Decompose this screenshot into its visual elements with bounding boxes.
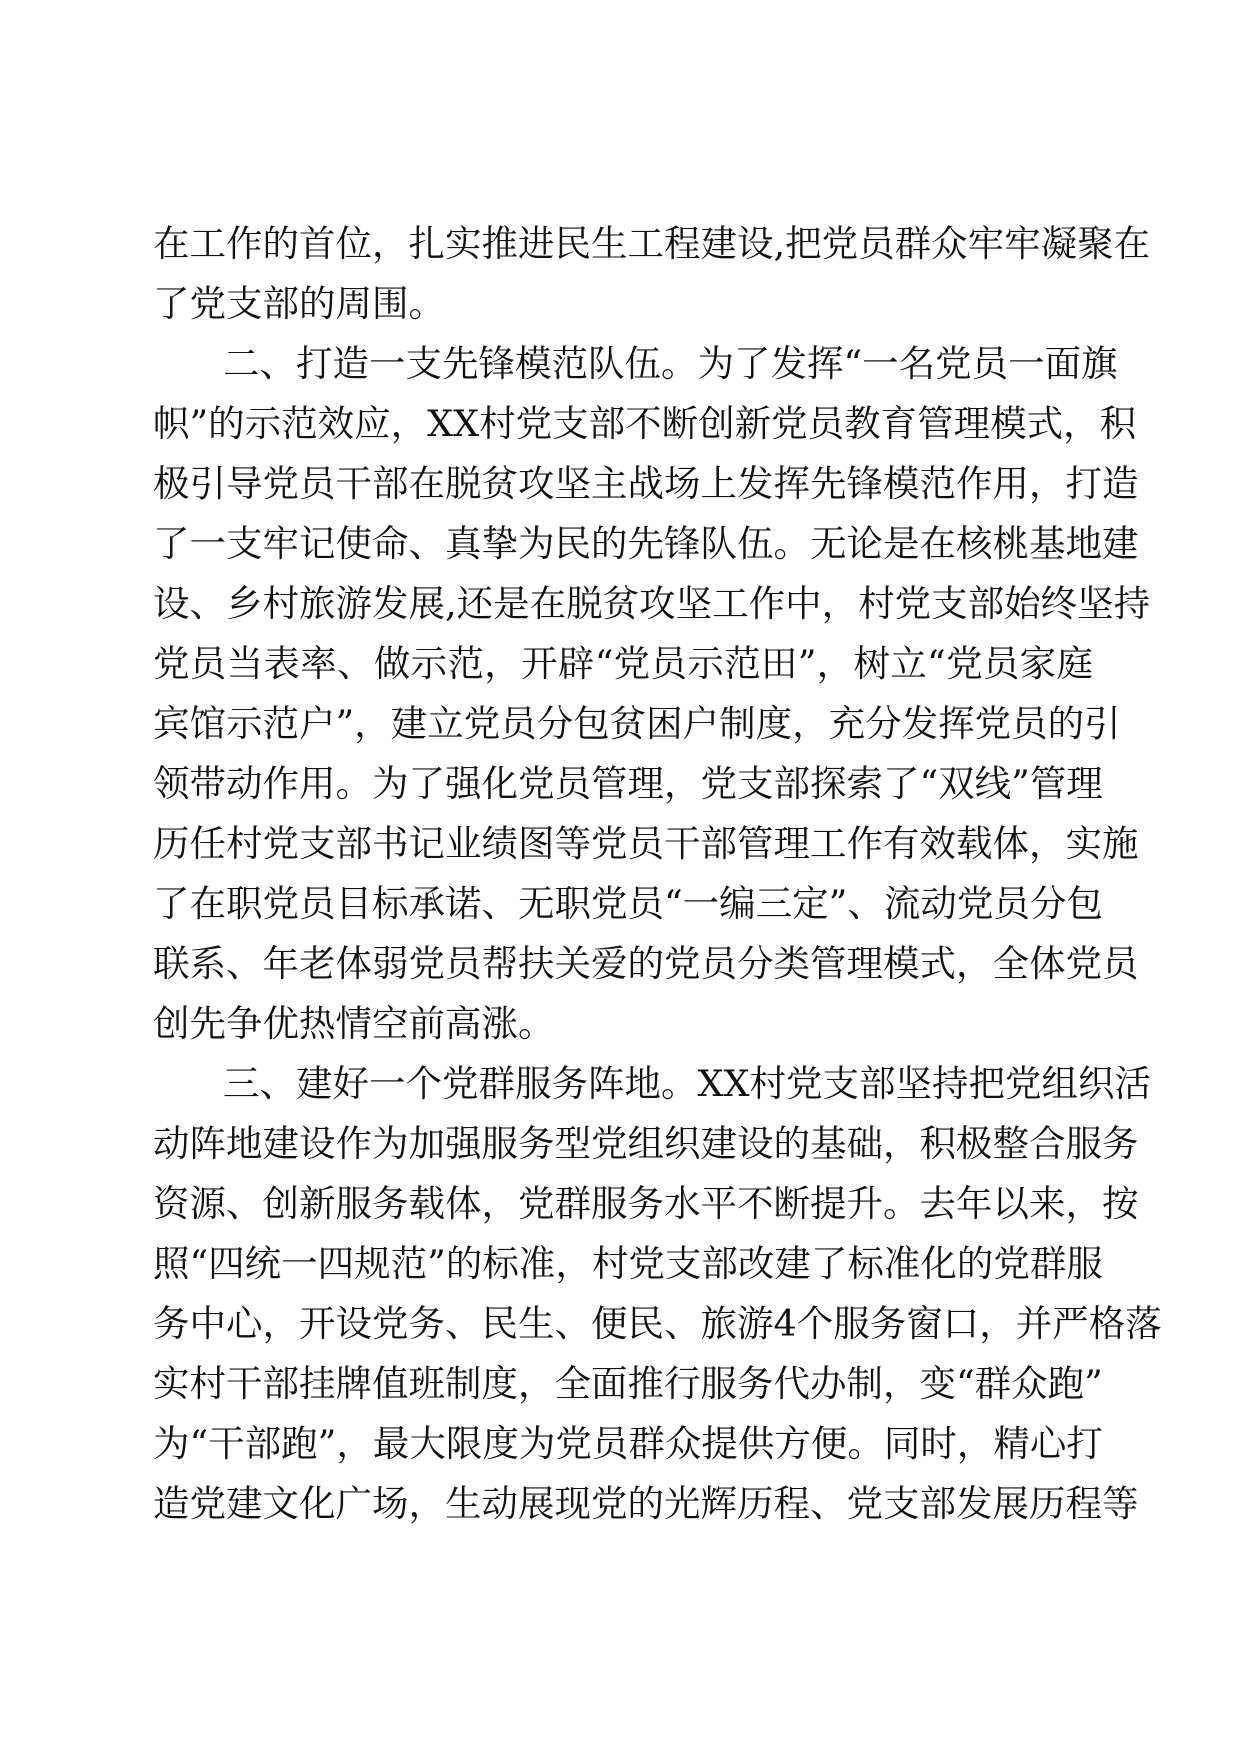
text-line: 党员当表率、做示范，开辟“党员示范田”，树立“党员家庭 [153, 642, 1093, 685]
text-line: 为“干部跑”，最大限度为党员群众提供方便。同时，精心打 [153, 1422, 1103, 1465]
text-line: 造党建文化广场，生动展现党的光辉历程、党支部发展历程等 [153, 1482, 1139, 1525]
paragraph-heading-line: 三、建好一个党群服务阵地。XX村党支部坚持把党组织活 [223, 1062, 1151, 1105]
text-line: 历任村党支部书记业绩图等党员干部管理工作有效载体，实施 [153, 822, 1139, 865]
paragraph-heading-line: 二、打造一支先锋模范队伍。为了发挥“一名党员一面旗 [223, 342, 1118, 385]
text-line: 了在职党员目标承诺、无职党员“一编三定”、流动党员分包 [153, 882, 1103, 925]
text-line: 资源、创新服务载体，党群服务水平不断提升。去年以来，按 [153, 1182, 1139, 1225]
text-line: 动阵地建设作为加强服务型党组织建设的基础，积极整合服务 [153, 1122, 1139, 1165]
text-line: 了一支牢记使命、真挚为民的先锋队伍。无论是在核桃基地建 [153, 522, 1139, 565]
text-line: 领带动作用。为了强化党员管理，党支部探索了“双线”管理 [153, 762, 1103, 805]
text-line: 实村干部挂牌值班制度，全面推行服务代办制，变“群众跑” [153, 1362, 1103, 1405]
text-line: 宾馆示范户”，建立党员分包贫困户制度，充分发挥党员的引 [153, 702, 1121, 745]
text-line: 务中心，开设党务、民生、便民、旅游4个服务窗口，并严格落 [153, 1302, 1162, 1345]
text-line: 在工作的首位，扎实推进民生工程建设,把党员群众牢牢凝聚在 [153, 222, 1151, 265]
text-line: 创先争优热情空前高涨。 [153, 1002, 555, 1045]
text-line: 极引导党员干部在脱贫攻坚主战场上发挥先锋模范作用，打造 [153, 462, 1139, 505]
text-line: 了党支部的周围。 [153, 282, 445, 325]
text-line: 照“四统一四规范”的标准，村党支部改建了标准化的党群服 [153, 1242, 1103, 1285]
text-line: 联系、年老体弱党员帮扶关爱的党员分类管理模式，全体党员 [153, 942, 1139, 985]
text-line: 设、乡村旅游发展,还是在脱贫攻坚工作中，村党支部始终坚持 [153, 582, 1151, 625]
text-line: 帜”的示范效应，XX村党支部不断创新党员教育管理模式，积 [153, 402, 1137, 445]
